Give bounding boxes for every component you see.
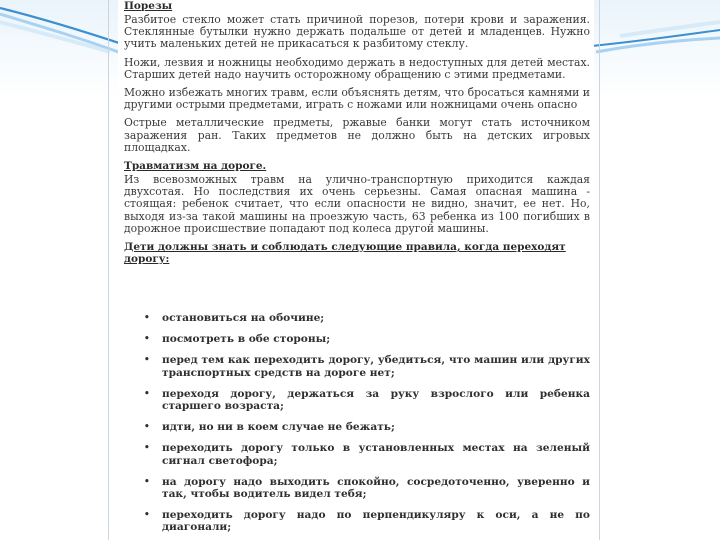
paragraph-road-statistics: Из всевозможных травм на улично-транспортную приходится каждая двухсотая. Но последствия их очень серьезны. Самая опасная машина - стоящая: ребенок считает, что если опасности не видно, значит, ее нет. Но, выходя из-за такой машины на проезжую часть, 63 ребенка из 100 погибших в дорожное происшествие попадают под колеса другой машины.: [124, 173, 590, 235]
road-rules-list: [140, 312, 594, 534]
bullet-icon: •: [144, 510, 150, 521]
rule-item: [140, 354, 594, 378]
rule-item: [140, 333, 594, 345]
rule-item: [140, 509, 594, 533]
paragraph-sharp-objects: Можно избежать многих травм, если объяснять детям, что бросаться камнями и другими острыми предметами, играть с ножами или ножницами очень опасно: [124, 86, 590, 112]
rule-text: идти, но ни в коем случае не бежать;: [162, 421, 395, 434]
scanned-page-lower: [140, 312, 594, 540]
bullet-icon: •: [144, 443, 150, 454]
rule-text: переходить дорогу только в установленных местах на зеленый сигнал светофора;: [162, 442, 590, 467]
paragraph-broken-glass: Разбитое стекло может стать причиной порезов, потери крови и заражения. Стеклянные бутылки нужно держать подальше от детей и младенцев. Нужно учить маленьких детей не прикасаться к разбитому стеклу.: [124, 13, 590, 51]
rule-item: [140, 421, 594, 433]
bullet-icon: •: [144, 476, 150, 487]
bullet-icon: •: [144, 388, 150, 399]
rule-item: [140, 442, 594, 466]
rule-item: [140, 476, 594, 500]
bullet-icon: •: [144, 313, 150, 323]
section-heading-cuts: Порезы: [124, 0, 173, 12]
rule-text: переходить дорогу надо по перпендикуляру к оси, а не по диагонали;: [162, 509, 590, 534]
rules-heading: Дети должны знать и соблюдать следующие правила, когда переходят дорогу:: [124, 241, 566, 266]
paragraph-knives: Ножи, лезвия и ножницы необходимо держать в недоступных для детей местах. Старших детей надо научить осторожному обращению с этими предметами.: [124, 55, 590, 81]
rule-text: на дорогу надо выходить спокойно, сосредоточенно, уверенно и так, чтобы водитель видел тебя;: [162, 475, 590, 501]
rule-text: посмотреть в обе стороны;: [162, 333, 331, 346]
bullet-icon: •: [144, 355, 150, 366]
rule-item: [140, 388, 594, 412]
bullet-icon: •: [144, 422, 150, 433]
paragraph-rusty-cans: Острые металлические предметы, ржавые банки могут стать источником заражения ран. Таких предметов не должно быть на детских игровых площадках.: [124, 116, 590, 154]
rule-text: переходя дорогу, держаться за руку взрослого или ребенка старшего возраста;: [162, 387, 590, 413]
rule-item: [140, 312, 594, 324]
section-heading-road-injuries: Травматизм на дороге.: [124, 160, 267, 173]
scanned-page-upper: [118, 0, 594, 312]
rule-text: остановиться на обочине;: [162, 312, 325, 324]
rule-text: перед тем как переходить дорогу, убедиться, что машин или других транспортных средств на дороге нет;: [162, 354, 590, 379]
bullet-icon: •: [144, 334, 150, 345]
